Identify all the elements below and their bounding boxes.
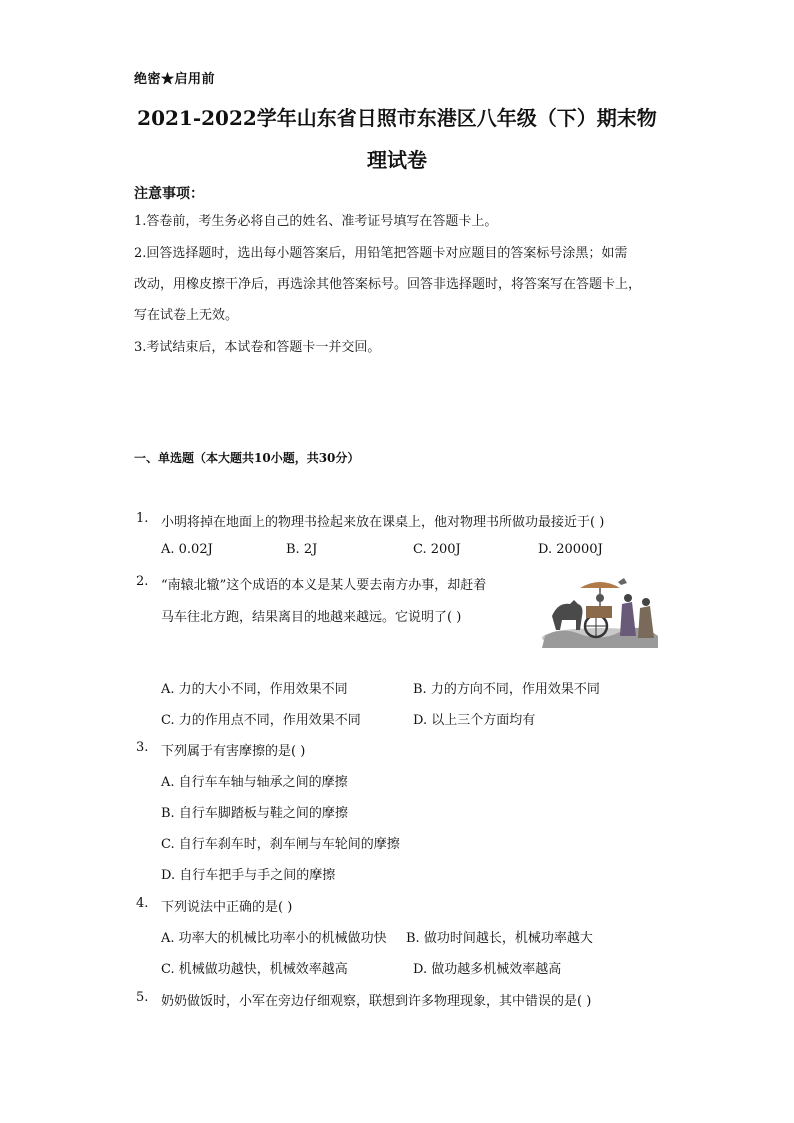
question-3-option-b: B. 自行车脚踏板与鞋之间的摩擦 bbox=[161, 806, 348, 821]
chariot-illustration bbox=[540, 576, 660, 648]
question-2-text-line2: 马车往北方跑，结果离目的地越来越远。它说明了( ) bbox=[161, 610, 462, 625]
question-4-option-d: D. 做功越多机械效率越高 bbox=[413, 962, 562, 977]
question-2-option-d: D. 以上三个方面均有 bbox=[413, 713, 536, 728]
question-3-option-d: D. 自行车把手与手之间的摩擦 bbox=[161, 868, 336, 883]
question-2-number: 2. bbox=[136, 574, 149, 589]
notice-item-1: 1.答卷前，考生务必将自己的姓名、准考证号填写在答题卡上。 bbox=[134, 214, 498, 229]
notice-item-2-line2: 改动，用橡皮擦干净后，再选涂其他答案标号。回答非选择题时，将答案写在答题卡上， bbox=[134, 277, 642, 292]
question-4-number: 4. bbox=[136, 896, 149, 911]
question-2-option-c: C. 力的作用点不同，作用效果不同 bbox=[161, 713, 361, 728]
question-2-option-b: B. 力的方向不同，作用效果不同 bbox=[413, 682, 600, 697]
question-2-option-a: A. 力的大小不同，作用效果不同 bbox=[161, 682, 348, 697]
question-1-option-a: A. 0.02J bbox=[161, 542, 213, 557]
question-4-text: 下列说法中正确的是( ) bbox=[161, 900, 293, 915]
exam-title-line2: 理试卷 bbox=[367, 148, 427, 172]
question-5-text: 奶奶做饭时，小军在旁边仔细观察，联想到许多物理现象，其中错误的是( ) bbox=[161, 994, 592, 1009]
question-3-option-c: C. 自行车刹车时，刹车闸与车轮间的摩擦 bbox=[161, 837, 400, 852]
question-1-number: 1. bbox=[136, 511, 149, 526]
question-1-text: 小明将掉在地面上的物理书捡起来放在课桌上，他对物理书所做功最接近于( ) bbox=[161, 515, 605, 530]
secret-label: 绝密★启用前 bbox=[134, 72, 216, 87]
question-3-number: 3. bbox=[136, 740, 149, 755]
notice-item-3: 3.考试结束后，本试卷和答题卡一并交回。 bbox=[134, 340, 381, 355]
question-1-option-d: D. 20000J bbox=[538, 542, 603, 557]
question-3-option-a: A. 自行车车轴与轴承之间的摩擦 bbox=[161, 775, 348, 790]
question-4-option-c: C. 机械做功越快，机械效率越高 bbox=[161, 962, 348, 977]
question-4-option-a: A. 功率大的机械比功率小的机械做功快 bbox=[161, 931, 387, 946]
question-1-option-c: C. 200J bbox=[413, 542, 461, 557]
question-5-number: 5. bbox=[136, 990, 149, 1005]
notice-item-2-line3: 写在试卷上无效。 bbox=[134, 308, 239, 323]
question-3-text: 下列属于有害摩擦的是( ) bbox=[161, 744, 306, 759]
exam-title-line1: 2021-2022学年山东省日照市东港区八年级（下）期末物 bbox=[137, 106, 657, 130]
notice-heading: 注意事项： bbox=[134, 186, 204, 202]
question-2-text-line1: “南辕北辙”这个成语的本义是某人要去南方办事，却赶着 bbox=[161, 578, 487, 593]
notice-item-2-line1: 2.回答选择题时，选出每小题答案后，用铅笔把答题卡对应题目的答案标号涂黑；如需 bbox=[134, 246, 628, 261]
section-heading: 一、单选题（本大题共10小题，共30分） bbox=[134, 451, 360, 465]
question-1-option-b: B. 2J bbox=[286, 542, 318, 557]
question-4-option-b: B. 做功时间越长，机械功率越大 bbox=[406, 931, 593, 946]
